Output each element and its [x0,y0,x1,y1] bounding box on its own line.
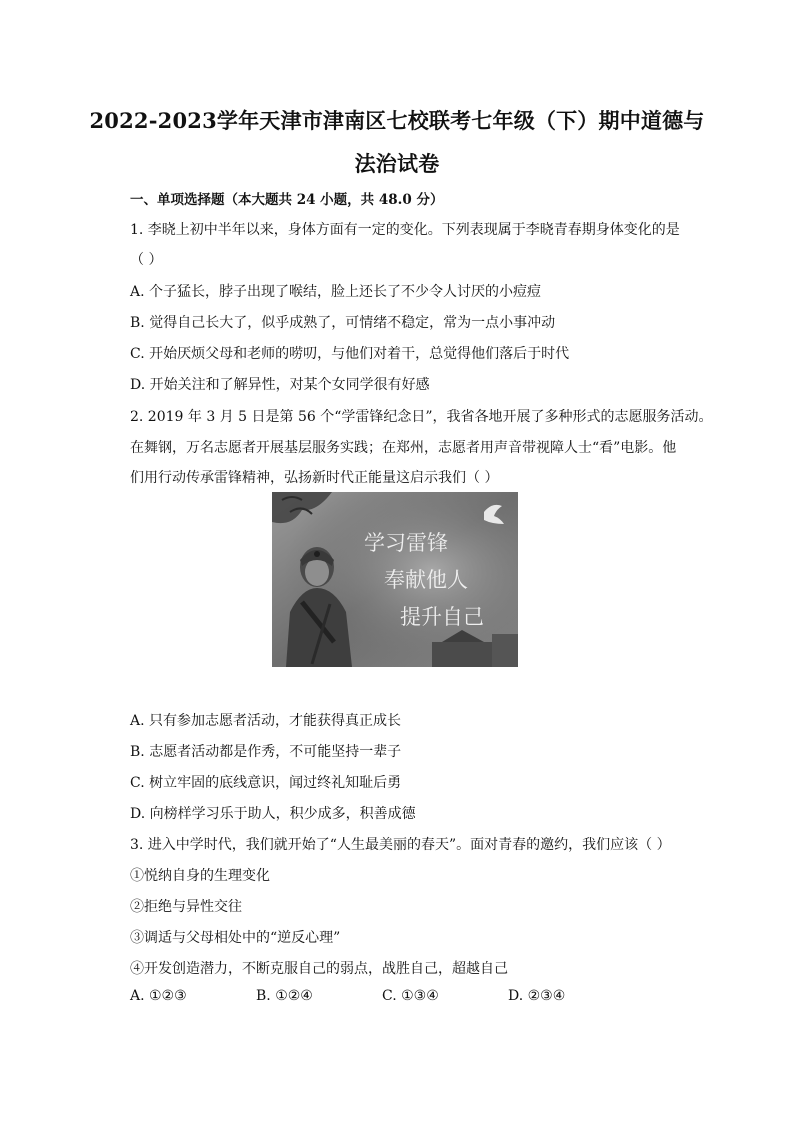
poster-text-line2: 奉献他人 [384,568,468,592]
q1-stem-line1: 1. 李晓上初中半年以来，身体方面有一定的变化。下列表现属于李晓青春期身体变化的是 [130,222,680,238]
q3-option-c: C. ①③④ [382,988,439,1004]
q3-options-row [0,988,794,1010]
q2-option-d: D. 向榜样学习乐于助人，积少成多，积善成德 [130,806,416,822]
poster-text-line1: 学习雷锋 [364,531,448,555]
q3-option-a: A. ①②③ [130,988,187,1004]
q1-stem-line2: （ ） [130,252,163,268]
q2-stem-line3: 们用行动传承雷锋精神，弘扬新时代正能量这启示我们（ ） [130,470,499,486]
q3-item-4: ④开发创造潜力，不断克服自己的弱点，战胜自己，超越自己 [130,961,508,977]
q1-option-d: D. 开始关注和了解异性，对某个女同学很有好感 [130,377,430,393]
q1-option-a: A. 个子猛长，脖子出现了喉结，脸上还长了不少令人讨厌的小痘痘 [130,284,542,300]
q2-option-a: A. 只有参加志愿者活动，才能获得真正成长 [130,713,402,729]
lei-feng-poster-image [272,492,518,667]
q2-stem-line2: 在舞钢，万名志愿者开展基层服务实践；在郑州，志愿者用声音带视障人士“看”电影。他 [130,440,677,456]
q3-item-1: ①悦纳自身的生理变化 [130,868,270,884]
section-heading: 一、单项选择题（本大题共 24 小题，共 48.0 分） [130,192,444,208]
q1-option-c: C. 开始厌烦父母和老师的唠叨，与他们对着干，总觉得他们落后于时代 [130,346,570,362]
q3-stem-line1: 3. 进入中学时代，我们就开始了“人生最美丽的春天”。面对青春的邀约，我们应该（ ） [130,837,671,853]
poster-text-line3: 提升自己 [400,605,484,629]
q2-stem-line1: 2. 2019 年 3 月 5 日是第 56 个“学雷锋纪念日”，我省各地开展了多种形式的志愿服务活动。 [130,409,713,425]
q1-option-b: B. 觉得自己长大了，似乎成熟了，可情绪不稳定，常为一点小事冲动 [130,315,556,331]
q3-option-d: D. ②③④ [508,988,566,1004]
q3-item-2: ②拒绝与异性交往 [130,899,242,915]
exam-title-line2: 法治试卷 [354,151,440,176]
q2-option-c: C. 树立牢固的底线意识，闻过终礼知耻后勇 [130,775,402,791]
exam-title-line1: 2022-2023学年天津市津南区七校联考七年级（下）期中道德与 [89,108,705,133]
q3-option-b: B. ①②④ [256,988,313,1004]
q3-item-3: ③调适与父母相处中的“逆反心理” [130,930,341,946]
q2-option-b: B. 志愿者活动都是作秀，不可能坚持一辈子 [130,744,402,760]
